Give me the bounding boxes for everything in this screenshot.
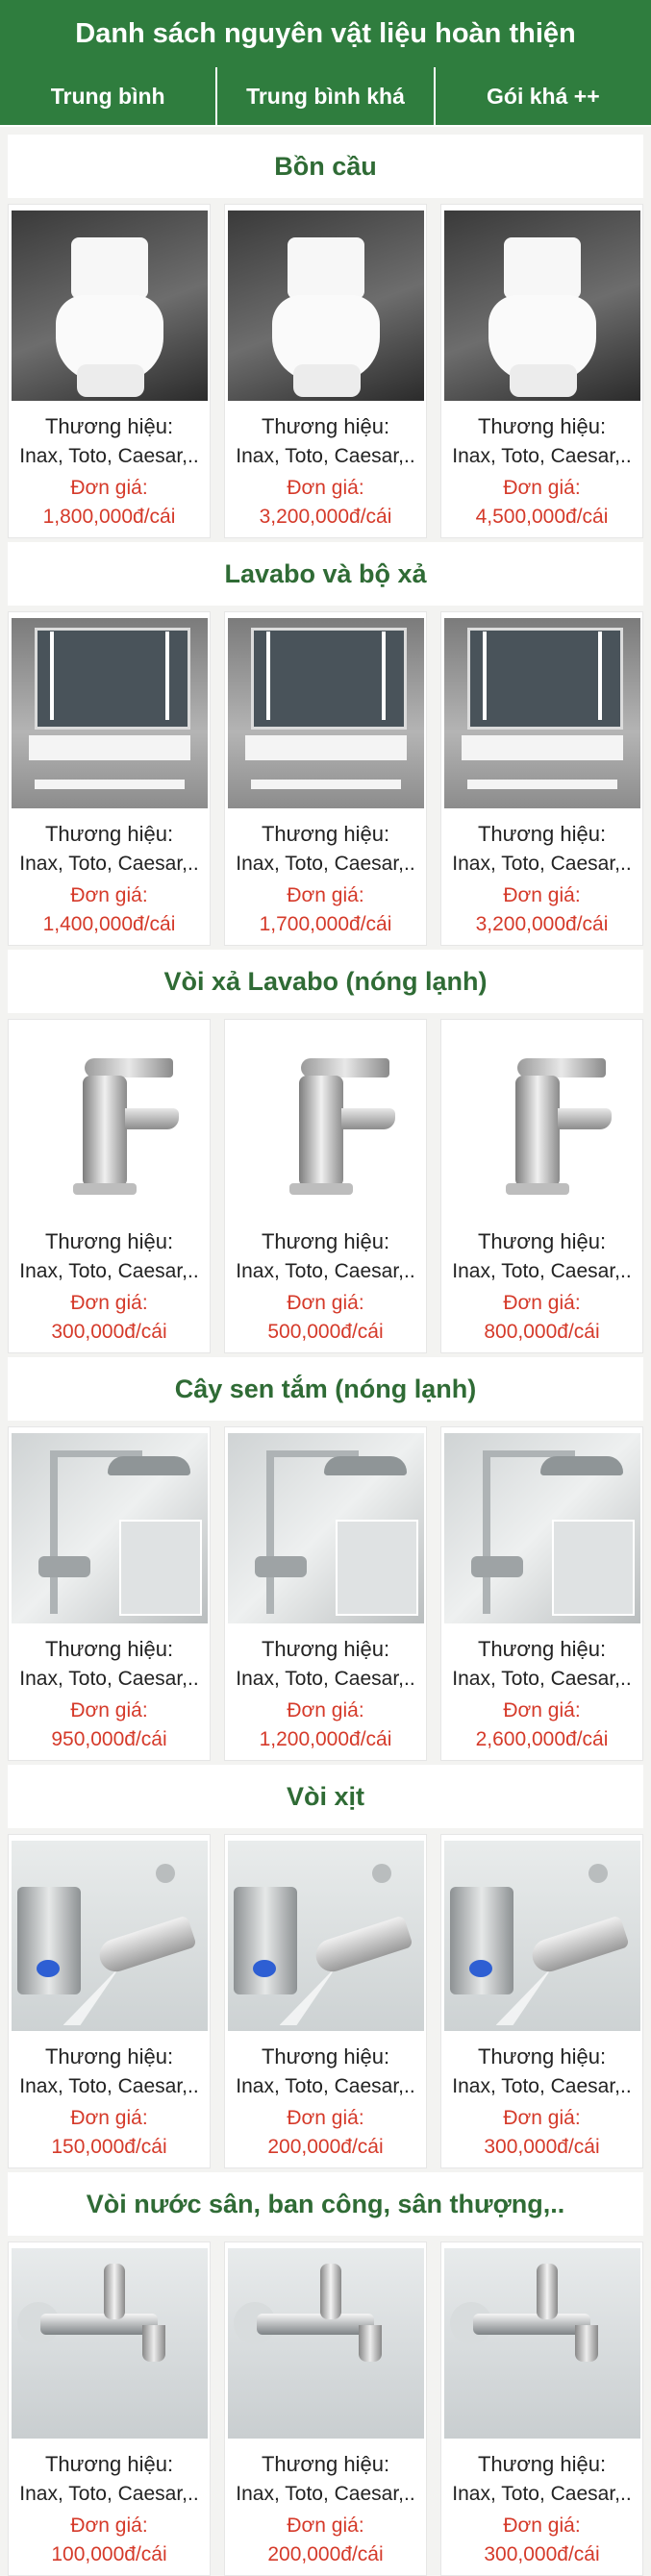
price-label: Đơn giá: — [70, 1699, 148, 1721]
price-label: Đơn giá: — [503, 1292, 581, 1314]
shower-image — [444, 1433, 640, 1623]
brand-value: Inax, Toto, Caesar,.. — [452, 2075, 632, 2097]
brand-label: Thương hiệu: — [477, 2452, 607, 2476]
brand-label: Thương hiệu: — [44, 1229, 174, 1253]
sprayer-image — [12, 1841, 208, 2031]
price-value: 1,200,000đ/cái — [259, 1728, 392, 1750]
tier-medium: Trung bình khá — [217, 67, 433, 125]
brand-label: Thương hiệu: — [261, 822, 390, 846]
brand-value: Inax, Toto, Caesar,.. — [236, 1260, 415, 1282]
brand-value: Inax, Toto, Caesar,.. — [19, 2483, 199, 2505]
brand-label: Thương hiệu: — [44, 1637, 174, 1661]
price-label: Đơn giá: — [287, 884, 364, 906]
price-value: 200,000đ/cái — [267, 2136, 384, 2158]
price-value: 100,000đ/cái — [51, 2543, 167, 2565]
brand-label: Thương hiệu: — [261, 1229, 390, 1253]
price-value: 800,000đ/cái — [484, 1321, 600, 1343]
product-card — [440, 1426, 643, 1761]
brand-value: Inax, Toto, Caesar,.. — [452, 1260, 632, 1282]
product-card — [224, 1019, 427, 1353]
brand-label: Thương hiệu: — [477, 1637, 607, 1661]
lavabo-image — [444, 618, 640, 808]
price-label: Đơn giá: — [70, 2107, 148, 2129]
brand-value: Inax, Toto, Caesar,.. — [452, 445, 632, 467]
page-title: Danh sách nguyên vật liệu hoàn thiện — [0, 0, 651, 67]
brand-label: Thương hiệu: — [261, 2452, 390, 2476]
shower-image — [228, 1433, 424, 1623]
faucet-image — [228, 1026, 424, 1216]
price-value: 300,000đ/cái — [51, 1321, 167, 1343]
brand-label: Thương hiệu: — [261, 2044, 390, 2068]
product-row — [0, 1834, 651, 2168]
sprayer-image — [444, 1841, 640, 2031]
toilet-image — [228, 211, 424, 401]
tier-premium: Gói khá ++ — [436, 67, 651, 125]
product-card — [8, 204, 211, 538]
brand-label: Thương hiệu: — [477, 1229, 607, 1253]
price-label: Đơn giá: — [503, 1699, 581, 1721]
outdoor-tap-image — [444, 2248, 640, 2439]
price-label: Đơn giá: — [287, 2107, 364, 2129]
brand-value: Inax, Toto, Caesar,.. — [19, 2075, 199, 2097]
section-title: Vòi nước sân, ban công, sân thượng,.. — [8, 2172, 643, 2236]
brand-label: Thương hiệu: — [477, 822, 607, 846]
brand-value: Inax, Toto, Caesar,.. — [452, 2483, 632, 2505]
toilet-image — [12, 211, 208, 401]
price-label: Đơn giá: — [503, 2107, 581, 2129]
product-card — [8, 1019, 211, 1353]
brand-value: Inax, Toto, Caesar,.. — [236, 445, 415, 467]
product-card — [440, 611, 643, 946]
brand-label: Thương hiệu: — [477, 2044, 607, 2068]
product-card — [224, 204, 427, 538]
section-6 — [0, 2168, 651, 2576]
brand-value: Inax, Toto, Caesar,.. — [19, 445, 199, 467]
price-value: 150,000đ/cái — [51, 2136, 167, 2158]
product-row — [0, 1019, 651, 1353]
product-card — [440, 1834, 643, 2168]
brand-value: Inax, Toto, Caesar,.. — [452, 853, 632, 875]
price-value: 2,600,000đ/cái — [475, 1728, 609, 1750]
product-card — [224, 1426, 427, 1761]
product-card — [8, 2242, 211, 2576]
section-title: Vòi xịt — [8, 1765, 643, 1828]
lavabo-image — [228, 618, 424, 808]
product-card — [8, 611, 211, 946]
section-title: Vòi xả Lavabo (nóng lạnh) — [8, 950, 643, 1013]
brand-value: Inax, Toto, Caesar,.. — [236, 2075, 415, 2097]
tier-basic: Trung bình — [0, 67, 215, 125]
price-label: Đơn giá: — [503, 477, 581, 499]
price-label: Đơn giá: — [503, 2514, 581, 2537]
price-value: 500,000đ/cái — [267, 1321, 384, 1343]
price-label: Đơn giá: — [287, 477, 364, 499]
section-3 — [0, 946, 651, 1353]
brand-value: Inax, Toto, Caesar,.. — [236, 853, 415, 875]
sprayer-image — [228, 1841, 424, 2031]
section-title: Lavabo và bộ xả — [8, 542, 643, 606]
price-value: 950,000đ/cái — [51, 1728, 167, 1750]
faucet-image — [444, 1026, 640, 1216]
price-value: 200,000đ/cái — [267, 2543, 384, 2565]
price-value: 300,000đ/cái — [484, 2136, 600, 2158]
price-value: 300,000đ/cái — [484, 2543, 600, 2565]
brand-label: Thương hiệu: — [44, 822, 174, 846]
toilet-image — [444, 211, 640, 401]
section-4 — [0, 1353, 651, 1761]
brand-label: Thương hiệu: — [44, 2044, 174, 2068]
brand-label: Thương hiệu: — [477, 414, 607, 438]
faucet-image — [12, 1026, 208, 1216]
brand-label: Thương hiệu: — [261, 1637, 390, 1661]
price-label: Đơn giá: — [70, 884, 148, 906]
brand-value: Inax, Toto, Caesar,.. — [19, 853, 199, 875]
outdoor-tap-image — [12, 2248, 208, 2439]
product-card — [8, 1834, 211, 2168]
price-label: Đơn giá: — [287, 2514, 364, 2537]
lavabo-image — [12, 618, 208, 808]
price-label: Đơn giá: — [287, 1292, 364, 1314]
brand-label: Thương hiệu: — [44, 414, 174, 438]
section-5 — [0, 1761, 651, 2168]
product-card — [440, 1019, 643, 1353]
price-value: 4,500,000đ/cái — [475, 506, 609, 528]
brand-label: Thương hiệu: — [261, 414, 390, 438]
section-2 — [0, 538, 651, 946]
brand-value: Inax, Toto, Caesar,.. — [236, 1668, 415, 1690]
product-card — [224, 1834, 427, 2168]
tier-header-row — [0, 67, 651, 127]
price-value: 1,800,000đ/cái — [42, 506, 176, 528]
price-label: Đơn giá: — [70, 2514, 148, 2537]
section-title: Cây sen tắm (nóng lạnh) — [8, 1357, 643, 1421]
product-card — [224, 611, 427, 946]
price-label: Đơn giá: — [503, 884, 581, 906]
product-card — [8, 1426, 211, 1761]
price-value: 3,200,000đ/cái — [475, 913, 609, 935]
section-title: Bồn cầu — [8, 135, 643, 198]
product-row — [0, 204, 651, 538]
brand-label: Thương hiệu: — [44, 2452, 174, 2476]
brand-value: Inax, Toto, Caesar,.. — [452, 1668, 632, 1690]
section-1 — [0, 131, 651, 538]
product-card — [440, 2242, 643, 2576]
price-label: Đơn giá: — [287, 1699, 364, 1721]
product-row — [0, 611, 651, 946]
product-row — [0, 1426, 651, 1761]
outdoor-tap-image — [228, 2248, 424, 2439]
brand-value: Inax, Toto, Caesar,.. — [19, 1260, 199, 1282]
price-value: 1,400,000đ/cái — [42, 913, 176, 935]
product-card — [224, 2242, 427, 2576]
shower-image — [12, 1433, 208, 1623]
product-card — [440, 204, 643, 538]
product-row — [0, 2242, 651, 2576]
price-label: Đơn giá: — [70, 1292, 148, 1314]
price-label: Đơn giá: — [70, 477, 148, 499]
brand-value: Inax, Toto, Caesar,.. — [236, 2483, 415, 2505]
price-value: 3,200,000đ/cái — [259, 506, 392, 528]
price-value: 1,700,000đ/cái — [259, 913, 392, 935]
brand-value: Inax, Toto, Caesar,.. — [19, 1668, 199, 1690]
